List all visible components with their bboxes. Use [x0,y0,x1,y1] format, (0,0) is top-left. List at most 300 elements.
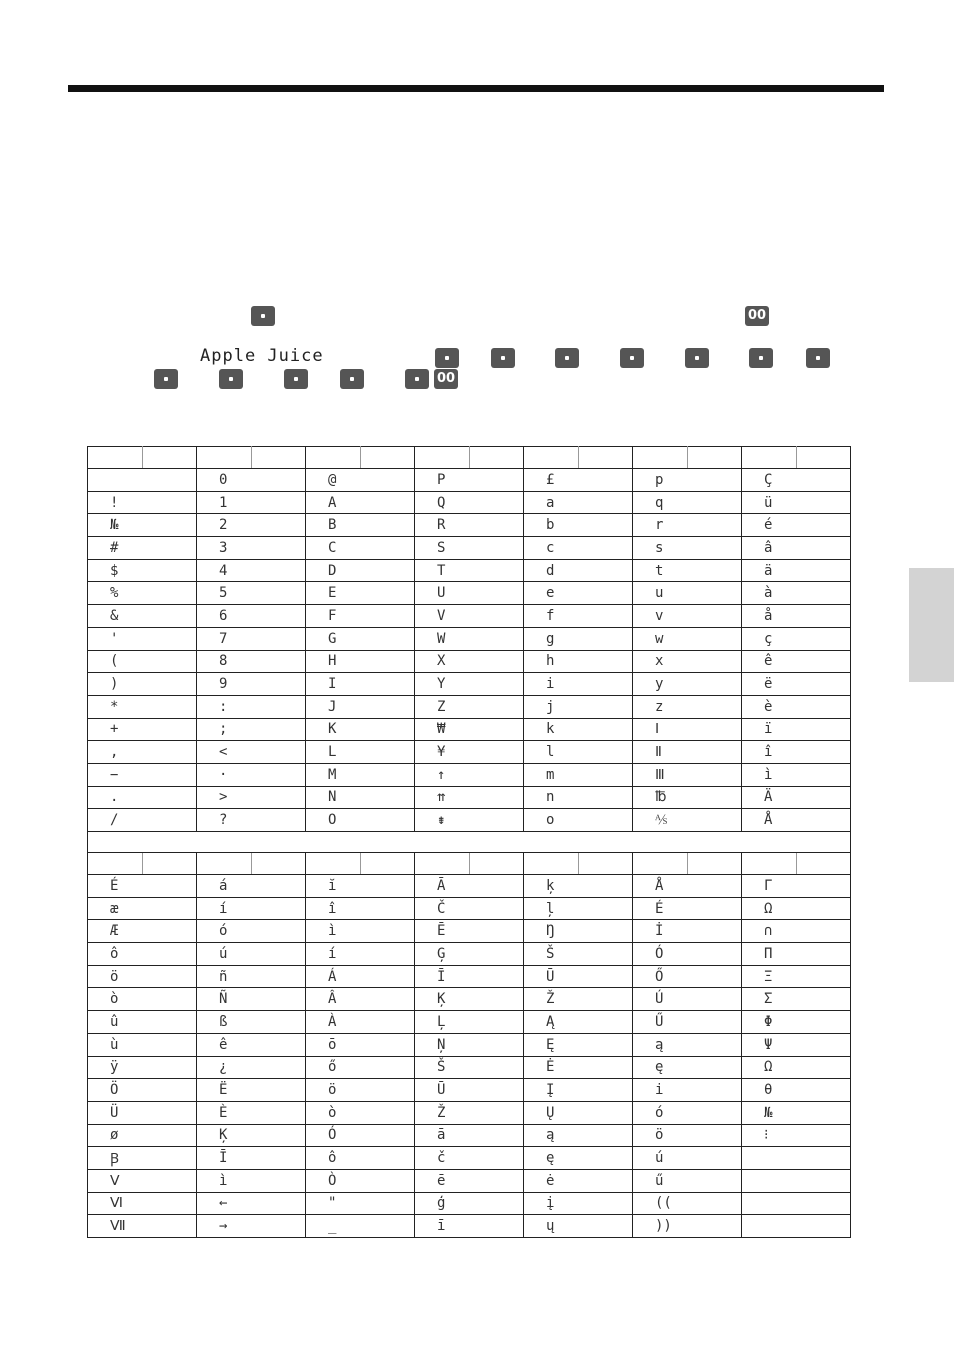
character-cell: d [524,559,633,582]
character-cell: ì [197,1169,306,1192]
character-cell: ú [197,943,306,966]
character-cell: 5 [197,582,306,605]
character-cell: Ķ [415,988,524,1011]
character-cell: Ψ [742,1033,851,1056]
character-cell: J [306,695,415,718]
character-cell: É [633,897,742,920]
character-cell: Ω [742,897,851,920]
dot-key-icon [620,348,644,368]
header-cell [306,447,361,469]
table-row [88,741,851,764]
character-cell: K [306,718,415,741]
character-cell: y [633,673,742,696]
character-cell: E [306,582,415,605]
character-cell: − [88,763,197,786]
character-cell: Ų [524,1101,633,1124]
character-cell: t [633,559,742,582]
character-cell: O [306,809,415,832]
character-cell: Ę [524,1033,633,1056]
table-row [88,943,851,966]
table-row [88,718,851,741]
character-cell: Ⅱ [633,741,742,764]
character-cell: c [524,537,633,560]
character-cell: ö [633,1124,742,1147]
table-row [88,1033,851,1056]
character-cell: ģ [415,1192,524,1215]
dot-key-icon [251,306,275,326]
table-row [88,809,851,832]
character-cell: ó [633,1101,742,1124]
character-cell: æ [88,897,197,920]
double-zero-key-icon: 00 [745,306,769,326]
character-cell: Ö [88,1079,197,1102]
character-cell: ē [415,1169,524,1192]
character-cell: # [88,537,197,560]
character-cell: é [742,514,851,537]
character-cell: m [524,763,633,786]
character-cell: î [306,897,415,920]
character-cell: Ñ [197,988,306,1011]
character-cell: + [88,718,197,741]
character-cell: Ė [524,1056,633,1079]
character-cell: b [524,514,633,537]
header-cell [742,853,797,875]
character-cell: > [197,786,306,809]
header-cell [197,447,252,469]
character-cell: L [306,741,415,764]
table-row [88,695,851,718]
table-header-row [88,447,851,469]
character-cell: 1 [197,491,306,514]
character-cell: Q [415,491,524,514]
character-cell: 2 [197,514,306,537]
character-cell: ℔ [633,786,742,809]
character-cell: Ģ [415,943,524,966]
character-cell: w [633,627,742,650]
character-cell: Ķ [197,1124,306,1147]
header-cell [415,853,470,875]
character-cell: r [633,514,742,537]
character-cell: à [742,582,851,605]
side-tab [909,568,954,682]
character-cell: û [88,1011,197,1034]
header-cell [197,853,252,875]
double-zero-key-icon: 00 [434,369,458,389]
character-cell: É [88,875,197,898]
header-cell [633,447,688,469]
character-cell: . [88,786,197,809]
character-cell: < [197,741,306,764]
character-cell: ë [742,673,851,696]
dot-key-icon [685,348,709,368]
header-cell [633,853,688,875]
header-cell [688,853,742,875]
character-cell: Á [306,965,415,988]
character-cell: , [88,741,197,764]
character-cell: ò [306,1101,415,1124]
character-cell: Ⅰ [633,718,742,741]
character-cell: Ő [633,965,742,988]
character-cell: 9 [197,673,306,696]
character-cell: Ŋ [524,920,633,943]
table-row [88,875,851,898]
table-row [88,988,851,1011]
character-cell [742,1215,851,1238]
character-cell: Ž [524,988,633,1011]
character-cell: č [415,1147,524,1170]
character-cell: G [306,627,415,650]
character-cell: Ž [415,1101,524,1124]
header-cell [524,447,579,469]
table-row [88,1056,851,1079]
character-cell: : [197,695,306,718]
character-cell: ą [524,1124,633,1147]
character-cell: o [524,809,633,832]
character-cell: 4 [197,559,306,582]
character-cell: n [524,786,633,809]
table-row [88,673,851,696]
character-cell: ¿ [197,1056,306,1079]
character-cell: Ó [633,943,742,966]
character-cell: ì [742,763,851,786]
header-cell [579,853,633,875]
character-cell: U [415,582,524,605]
character-cell: Ç [742,469,851,492]
character-cell: D [306,559,415,582]
table-row [88,1169,851,1192]
character-cell: ( [88,650,197,673]
character-cell: ! [88,491,197,514]
character-cell: N [306,786,415,809]
table-row [88,469,851,492]
character-cell: R [415,514,524,537]
character-cell: q [633,491,742,514]
character-cell: → [197,1215,306,1238]
header-cell [88,447,143,469]
character-cell: ; [197,718,306,741]
character-cell: A [306,491,415,514]
header-cell [579,447,633,469]
character-cell: @ [306,469,415,492]
header-cell [470,853,524,875]
character-cell: ← [197,1192,306,1215]
dot-key-icon [491,348,515,368]
display-text-sample: Apple Juice [200,346,324,366]
character-cell: s [633,537,742,560]
table-row [88,559,851,582]
character-cell: & [88,605,197,628]
character-cell: ñ [197,965,306,988]
character-cell: Y [415,673,524,696]
table-row [88,763,851,786]
header-cell [524,853,579,875]
dot-key-icon [154,369,178,389]
dot-key-icon [806,348,830,368]
character-cell: Æ [88,920,197,943]
character-cell: ļ [524,897,633,920]
character-cell: · [197,763,306,786]
character-cell: á [197,875,306,898]
character-code-table [87,446,851,1238]
dot-key-icon [284,369,308,389]
character-cell: l [524,741,633,764]
table-section-divider [88,832,851,853]
character-cell: ∩ [742,920,851,943]
character-cell: z [633,695,742,718]
character-cell: M [306,763,415,786]
character-cell: ? [197,809,306,832]
character-cell: Å [742,809,851,832]
character-cell: ę [633,1056,742,1079]
character-cell: V [415,605,524,628]
table-row [88,627,851,650]
character-cell: ê [197,1033,306,1056]
table-row [88,1192,851,1215]
header-cell [470,447,524,469]
character-cell: À [306,1011,415,1034]
character-cell: ⁝ [742,1124,851,1147]
character-cell: W [415,627,524,650]
character-cell: F [306,605,415,628]
character-cell: H [306,650,415,673]
header-cell [252,853,306,875]
character-cell: Å [633,875,742,898]
header-cell [306,853,361,875]
character-cell: ó [197,920,306,943]
character-cell: ⇟ [415,809,524,832]
character-cell: ö [88,965,197,988]
character-cell: ű [633,1169,742,1192]
header-cell [415,447,470,469]
character-cell: 0 [197,469,306,492]
character-cell: ù [88,1033,197,1056]
character-cell: u [633,582,742,605]
character-cell: â [742,537,851,560]
character-cell: ä [742,559,851,582]
character-cell: Ꞵ [88,1147,197,1170]
character-cell: Φ [742,1011,851,1034]
character-cell: ì [306,920,415,943]
character-cell: Ü [88,1101,197,1124]
character-cell: ) [88,673,197,696]
header-cell [797,853,851,875]
character-cell: Ū [415,1079,524,1102]
character-cell: g [524,627,633,650]
character-cell: Ⅶ [88,1215,197,1238]
character-cell: ø [88,1124,197,1147]
character-cell: ¥ [415,741,524,764]
character-cell: Â [306,988,415,1011]
character-cell: Ű [633,1011,742,1034]
character-cell: x [633,650,742,673]
character-cell: Ī [197,1147,306,1170]
character-cell: $ [88,559,197,582]
character-cell: p [633,469,742,492]
character-cell: e [524,582,633,605]
character-cell: I [306,673,415,696]
character-cell: ↑ [415,763,524,786]
character-cell [742,1192,851,1215]
table-row [88,897,851,920]
table-row [88,786,851,809]
character-cell: )) [633,1215,742,1238]
character-cell: ė [524,1169,633,1192]
dot-key-icon [340,369,364,389]
character-cell: j [524,695,633,718]
top-rule [68,85,884,92]
character-cell: È [197,1101,306,1124]
character-cell: Ó [306,1124,415,1147]
character-cell: Ë [197,1079,306,1102]
character-cell: Ú [633,988,742,1011]
character-cell: k [524,718,633,741]
character-cell: ā [415,1124,524,1147]
table-row [88,650,851,673]
dot-key-icon [405,369,429,389]
character-cell: S [415,537,524,560]
character-cell: ' [88,627,197,650]
character-cell: h [524,650,633,673]
character-cell: * [88,695,197,718]
character-cell: ò [88,988,197,1011]
header-cell [361,447,415,469]
character-cell: å [742,605,851,628]
character-cell: № [88,514,197,537]
table-row [88,965,851,988]
character-cell: ą [633,1033,742,1056]
character-cell: i [524,673,633,696]
dot-key-icon [435,348,459,368]
character-cell: i [633,1079,742,1102]
table-row [88,1011,851,1034]
header-cell [361,853,415,875]
character-cell: B [306,514,415,537]
character-cell: Σ [742,988,851,1011]
character-cell: Ī [415,965,524,988]
header-cell [688,447,742,469]
table-row [88,514,851,537]
table-row [88,537,851,560]
character-cell: £ [524,469,633,492]
character-cell: í [197,897,306,920]
character-cell: Ē [415,920,524,943]
character-cell: T [415,559,524,582]
table-row [88,1079,851,1102]
character-cell: í [306,943,415,966]
character-cell: / [88,809,197,832]
character-cell: _ [306,1215,415,1238]
character-cell: Γ [742,875,851,898]
character-cell: î [742,741,851,764]
character-cell [742,1169,851,1192]
character-cell: % [88,582,197,605]
character-cell: ê [742,650,851,673]
character-cell: Π [742,943,851,966]
table-row [88,1124,851,1147]
character-cell: P [415,469,524,492]
character-cell: è [742,695,851,718]
character-cell: 7 [197,627,306,650]
character-cell: Ū [524,965,633,988]
character-cell: Z [415,695,524,718]
character-cell: ō [306,1033,415,1056]
character-cell: ĭ [306,875,415,898]
header-cell [252,447,306,469]
character-cell: ⇈ [415,786,524,809]
table-row [88,582,851,605]
table-row [88,1101,851,1124]
table-row [88,491,851,514]
character-cell: ú [633,1147,742,1170]
header-cell [143,447,197,469]
character-cell: ç [742,627,851,650]
character-cell: Ⅵ [88,1192,197,1215]
character-cell: f [524,605,633,628]
header-cell [797,447,851,469]
character-cell: ô [306,1147,415,1170]
character-cell: Ξ [742,965,851,988]
character-cell: a [524,491,633,514]
character-cell: Ò [306,1169,415,1192]
character-cell: " [306,1192,415,1215]
character-cell: Ä [742,786,851,809]
table-row [88,1215,851,1238]
character-cell: Ā [415,875,524,898]
character-cell: ü [742,491,851,514]
character-cell: ī [415,1215,524,1238]
character-cell: C [306,537,415,560]
dot-key-icon [749,348,773,368]
character-cell: ķ [524,875,633,898]
character-cell: ô [88,943,197,966]
character-cell: 6 [197,605,306,628]
character-cell: ⅍ [633,809,742,832]
character-cell: į [524,1192,633,1215]
character-cell: Ⅴ [88,1169,197,1192]
character-cell: Č [415,897,524,920]
character-cell: ö [306,1079,415,1102]
table-row [88,1147,851,1170]
character-cell: Ļ [415,1011,524,1034]
character-cell: v [633,605,742,628]
character-cell: ő [306,1056,415,1079]
character-cell: (( [633,1192,742,1215]
table-header-row [88,853,851,875]
header-cell [742,447,797,469]
character-cell: 8 [197,650,306,673]
table-row [88,605,851,628]
table-row [88,920,851,943]
character-cell: ę [524,1147,633,1170]
dot-key-icon [555,348,579,368]
character-cell: ₩ [415,718,524,741]
dot-key-icon [219,369,243,389]
character-cell: Ω [742,1056,851,1079]
header-cell [143,853,197,875]
character-cell: Ⅲ [633,763,742,786]
character-cell [88,469,197,492]
character-cell: ï [742,718,851,741]
character-cell: Š [415,1056,524,1079]
character-cell: Ą [524,1011,633,1034]
character-cell: 3 [197,537,306,560]
header-cell [88,853,143,875]
character-cell: ų [524,1215,633,1238]
character-cell: ß [197,1011,306,1034]
character-cell: θ [742,1079,851,1102]
character-cell: ÿ [88,1056,197,1079]
character-cell: İ [633,920,742,943]
